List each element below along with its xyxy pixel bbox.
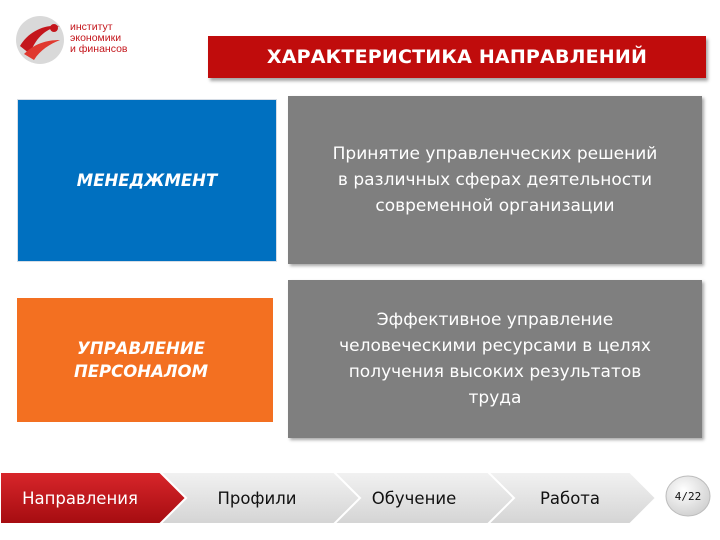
- description-line: Принятие управленческих решений: [332, 144, 658, 164]
- direction-hr-label-line: УПРАВЛЕНИЕ: [77, 339, 205, 358]
- page-title: ХАРАКТЕРИСТИКА НАПРАВЛЕНИЙ: [266, 46, 648, 68]
- direction-hr-label: [74, 337, 208, 383]
- direction-management-description: [288, 96, 702, 264]
- direction-hr-box[interactable]: [17, 298, 273, 422]
- description-line: труда: [468, 388, 522, 408]
- bottom-navigation: [0, 472, 660, 524]
- logo-line-3: и финансов: [70, 43, 128, 55]
- logo-line-2: экономики: [70, 32, 122, 44]
- logo-line-1: институт: [70, 21, 113, 33]
- nav-item-work[interactable]: Работа: [539, 488, 601, 508]
- page-number: 4/22: [674, 489, 702, 503]
- nav-item-training[interactable]: Обучение: [371, 488, 457, 508]
- title-bar: [208, 36, 706, 78]
- description-line: Эффективное управление: [376, 310, 614, 330]
- description-line: получения высоких результатов: [348, 362, 642, 382]
- logo-text: [70, 22, 128, 55]
- nav-item-profiles[interactable]: Профили: [217, 488, 297, 508]
- direction-management-label: МЕНЕДЖМЕНТ: [76, 171, 218, 190]
- institute-logo: [14, 14, 164, 68]
- direction-hr-label-line: ПЕРСОНАЛОМ: [73, 362, 209, 381]
- description-line: в различных сферах деятельности: [337, 170, 653, 190]
- logo-swoosh-icon: [14, 14, 66, 66]
- description-line: человеческими ресурсами в целях: [339, 336, 651, 356]
- description-line: современной организации: [375, 196, 615, 216]
- direction-management-box[interactable]: [17, 99, 277, 262]
- direction-hr-description: [288, 280, 702, 438]
- nav-item-directions[interactable]: Направления: [22, 488, 138, 508]
